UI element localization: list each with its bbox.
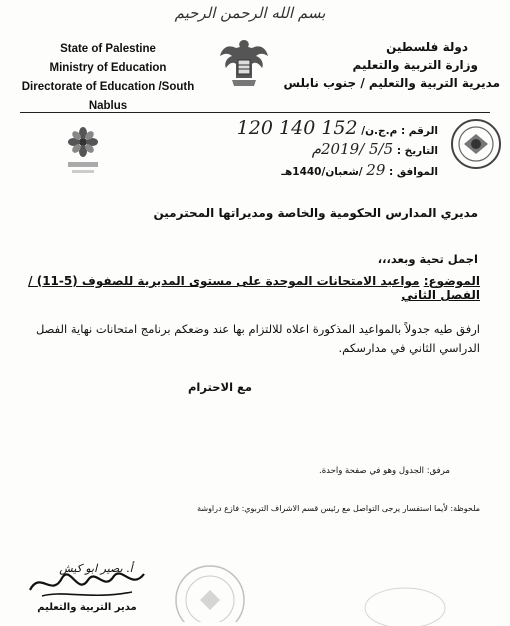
eagle-emblem-icon bbox=[218, 34, 270, 92]
date-label: التاريخ : bbox=[396, 145, 438, 157]
date-value: 5/5 /2019م bbox=[311, 140, 394, 158]
arabic-header bbox=[280, 38, 500, 92]
hijri-rest: /شعبان/1440هـ bbox=[281, 166, 363, 178]
greeting: اجمل تحية وبعد،،، bbox=[377, 252, 478, 266]
date-row bbox=[188, 141, 438, 162]
faded-stamp-icon bbox=[360, 578, 450, 626]
english-header bbox=[8, 40, 208, 116]
ministry-seal-icon bbox=[450, 118, 502, 170]
english-line-directorate: Directorate of Education /South Nablus bbox=[21, 81, 195, 112]
arabic-line-state: دولة فلسطين bbox=[386, 40, 468, 54]
official-stamp-icon bbox=[170, 560, 250, 622]
signer-title: مدير التربية والتعليم bbox=[37, 602, 137, 613]
letter-body: ارفق طيه جدولاً بالمواعيد المذكورة اعلاه للالتزام بها عند وضعكم برنامج امتحانات نهاية الفصل الدراسي الثاني في مدارسكم. bbox=[35, 322, 480, 355]
hijri-label: الموافق : bbox=[389, 166, 438, 178]
reference-prefix: م.ج.ن/ bbox=[361, 125, 398, 137]
hijri-date-row bbox=[188, 162, 438, 183]
signer-name: أ. بصير ابو كيش bbox=[59, 562, 133, 575]
flower-logo-icon bbox=[60, 124, 106, 180]
attachment-note: مرفق: الجدول وهو في صفحة واحدة. bbox=[319, 466, 450, 476]
subject-text: مواعيد الامتحانات الموحدة على مستوى المديرية للصفوف (5-11) / الفصل الثاني bbox=[28, 274, 480, 302]
english-line-state: State of Palestine bbox=[60, 43, 156, 55]
arabic-line-ministry: وزارة التربية والتعليم bbox=[352, 58, 478, 72]
basmala: بسم الله الرحمن الرحيم bbox=[174, 4, 326, 22]
contact-note: ملحوظة: لأيما استفسار يرجى التواصل مع رئيس قسم الاشراف التربوي: فازع دراوشة bbox=[197, 504, 480, 513]
english-line-ministry: Ministry of Education bbox=[49, 62, 167, 74]
hijri-day: 29 bbox=[366, 161, 386, 179]
subject-line bbox=[10, 274, 480, 302]
reference-block bbox=[188, 117, 438, 183]
subject-label: الموضوع: bbox=[423, 274, 480, 288]
reference-number-row bbox=[188, 117, 438, 141]
closing-regards: مع الاحترام bbox=[188, 380, 252, 394]
reference-label: الرقم : bbox=[400, 125, 438, 137]
reference-handwritten: 152 140 120 bbox=[236, 117, 358, 139]
addressee: مديري المدارس الحكومية والخاصة ومديراتها المحترمين bbox=[153, 206, 478, 220]
arabic-line-directorate: مديرية التربية والتعليم / جنوب نابلس bbox=[283, 76, 500, 90]
header-divider bbox=[20, 112, 490, 113]
